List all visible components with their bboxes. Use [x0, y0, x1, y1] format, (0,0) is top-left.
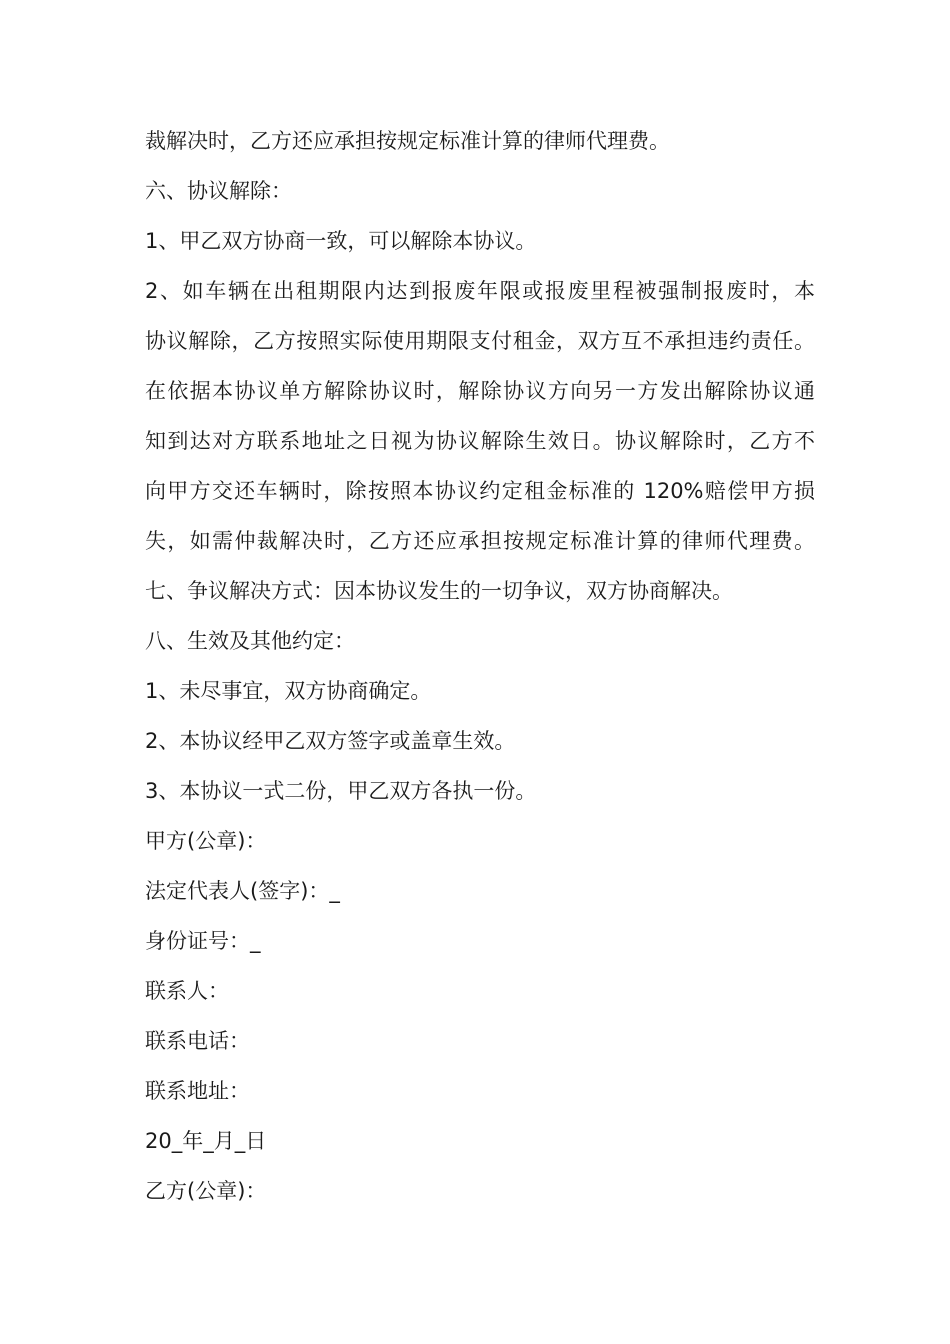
- signature-field: 联系人：: [145, 979, 229, 1003]
- section-heading: 八、生效及其他约定：: [145, 629, 355, 653]
- signature-field: 身份证号：_: [145, 929, 261, 953]
- text-line: 失，如需仲裁解决时，乙方还应承担按规定标准计算的律师代理费。: [145, 529, 815, 553]
- signature-field: 甲方(公章)：: [145, 829, 267, 853]
- text-line: 2、如车辆在出租期限内达到报废年限或报废里程被强制报废时，本: [145, 279, 815, 303]
- signature-field: 乙方(公章)：: [145, 1179, 267, 1203]
- section-heading: 七、争议解决方式：因本协议发生的一切争议，双方协商解决。: [145, 579, 733, 603]
- signature-field: 联系地址：: [145, 1079, 250, 1103]
- text-line: 1、甲乙双方协商一致，可以解除本协议。: [145, 229, 537, 253]
- text-line: 3、本协议一式二份，甲乙双方各执一份。: [145, 779, 537, 803]
- text-line: 1、未尽事宜，双方协商确定。: [145, 679, 432, 703]
- section-heading: 六、协议解除：: [145, 179, 292, 203]
- text-line: 2、本协议经甲乙双方签字或盖章生效。: [145, 729, 516, 753]
- text-line: 裁解决时，乙方还应承担按规定标准计算的律师代理费。: [145, 129, 670, 153]
- text-line: 协议解除，乙方按照实际使用期限支付租金，双方互不承担违约责任。: [145, 329, 815, 353]
- text-line: 知到达对方联系地址之日视为协议解除生效日。协议解除时，乙方不: [145, 429, 815, 453]
- signature-field: 联系电话：: [145, 1029, 250, 1053]
- text-line: 在依据本协议单方解除协议时，解除协议方向另一方发出解除协议通: [145, 379, 815, 403]
- signature-field: 法定代表人(签字)：_: [145, 879, 340, 903]
- text-line: 向甲方交还车辆时，除按照本协议约定租金标准的 120%赔偿甲方损: [145, 479, 815, 503]
- date-field: 20_年_月_日: [145, 1129, 267, 1153]
- document-page: [145, 116, 815, 1216]
